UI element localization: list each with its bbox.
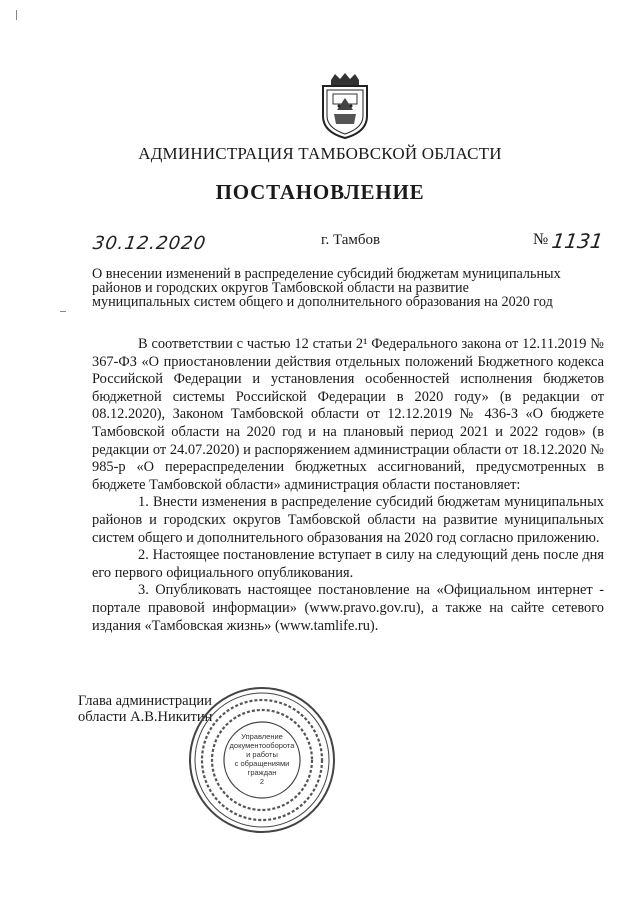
preamble-paragraph: В соответствии с частью 12 статьи 2¹ Федерального закона от 12.11.2019 № 367-ФЗ «О приостановлении действия отдельных положений Бюджетного кодекса Российской Федерации и установления особенностей исполнения бюджетов бюджетной системы Российской Федерации в 2020 году» (в редакции от 08.12.2020), Законом Тамбовской области от 12.12.2019 № 436-З «О бюджете Тамбовской области на 2020 год и на плановый период 2021 и 2022 годов» (в редакции от 24.07.2020) и распоряжением администрации области от 18.12.2020 № 985-р «О перераспределении бюджетных ассигнований, предусмотренных в бюджете Тамбовской области» администрация области постановляет: [92,336,604,493]
stamp-text-line: 2 [259,777,265,786]
resolution-item: 1. Внести изменения в распределение субсидий бюджетам муниципальных районов и городских округов Тамбовской области на развитие муниципальных систем общего и дополнительного образования на 2020 год согласно приложению. [92,494,604,546]
stamp-text-line: и работы [246,750,278,759]
scan-mark [60,311,66,312]
city: г. Тамбов [321,232,381,248]
handwritten-document-number: 1131 [550,229,605,253]
coat-of-arms-emblem [317,72,373,140]
resolution-item: 3. Опубликовать настоящее постановление на «Официальном интернет - портале правовой информации» (www.pravo.gov.ru), а также на сайте сетевого издания «Тамбовская жизнь» (www.tamlife.ru). [92,582,604,634]
signatory-title: Глава администрации [78,693,212,709]
document-subject [92,267,602,309]
stamp-text-line: Управление [241,732,283,741]
signatory-name: области А.В.Никитин [78,709,213,725]
resolution-item: 2. Настоящее постановление вступает в силу на следующий день после дня его первого официального опубликования. [92,547,604,581]
handwritten-date: 30.12.2020 [91,233,208,254]
subject-line: муниципальных систем общего и дополнительного образования на 2020 год [92,294,553,310]
stamp-inner-text [186,684,338,836]
document-type-title: ПОСТАНОВЛЕНИЕ [215,180,425,204]
subject-line: О внесении изменений в распределение субсидий бюджетам муниципальных [92,266,561,282]
scan-mark [16,10,17,20]
stamp-text-line: документооборота [229,741,295,750]
number-label: № [533,231,549,248]
subject-line: районов и городских округов Тамбовской области на развитие [92,280,469,296]
stamp-text-line: граждан [247,768,277,777]
document-body [92,336,604,635]
stamp-text-line: с обращениями [234,759,290,768]
organization-name: АДМИНИСТРАЦИЯ ТАМБОВСКОЙ ОБЛАСТИ [138,144,502,163]
